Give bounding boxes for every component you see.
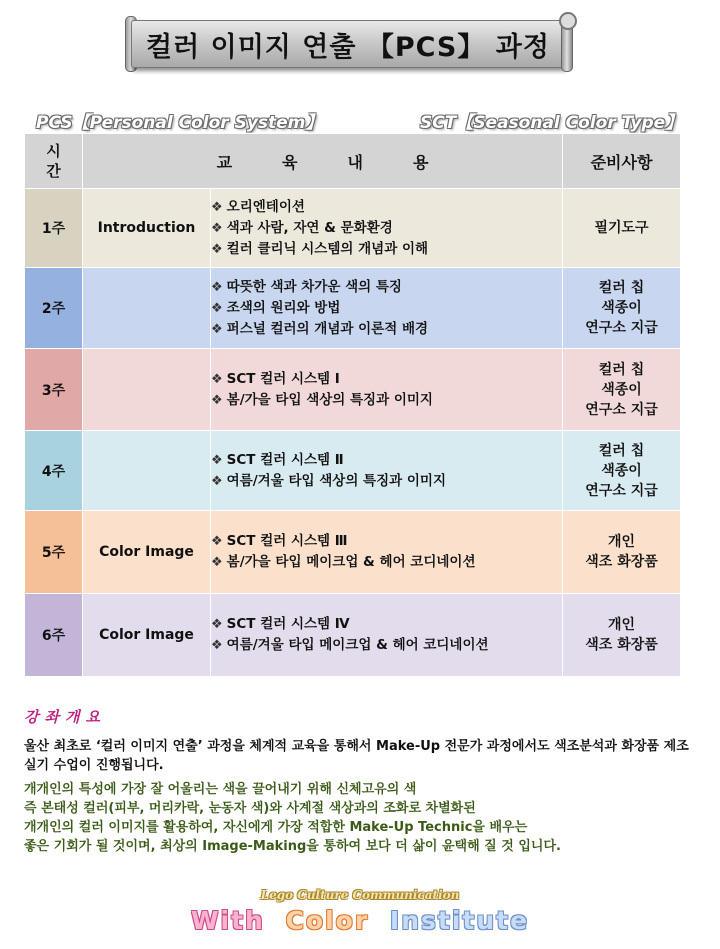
list-item: ❖ 따뜻한 색과 차가운 색의 특징 (211, 278, 402, 295)
list-item: ❖ SCT 컬러 시스템 Ⅰ (211, 370, 340, 387)
content-cell (211, 594, 563, 677)
prep-cell: 컬러 칩 색종이 연구소 지급 (563, 431, 681, 511)
week-cell: 6주 (25, 594, 83, 677)
week-cell: 2주 (25, 268, 83, 349)
list-item: ❖ 봄/가을 타입 색상의 특징과 이미지 (211, 391, 433, 408)
list-item: ❖ 퍼스널 컬러의 개념과 이론적 배경 (211, 320, 429, 337)
header-content: 교육내용 (83, 134, 563, 189)
content-cell (211, 431, 563, 511)
table-row (25, 268, 681, 349)
week-cell: 4주 (25, 431, 83, 511)
footer-subtitle: Lego Culture Communication (260, 888, 460, 902)
prep-cell: 컬러 칩 색종이 연구소 지급 (563, 349, 681, 431)
title-cell (83, 431, 211, 511)
overview-paragraph-detail (24, 780, 714, 856)
diamond-bullet-icon: ❖ (211, 241, 223, 257)
title-banner-wrap (125, 12, 573, 70)
content-cell (211, 268, 563, 349)
institute-logo (0, 906, 720, 935)
overview-line: 좋은 기회가 될 것이며, 최상의 Image-Making을 통하여 보다 더 삶이 윤택해 질 것 입니다. (24, 839, 561, 854)
overview-paragraph-intro: 울산 최초로 ‘컬러 이미지 연출’ 과정을 체계적 교육을 통해서 Make-Up 전문가 과정에서도 색조분석과 화장품 제조 실기 수업이 진행됩니다. (24, 739, 689, 773)
diamond-bullet-icon: ❖ (211, 199, 223, 215)
diamond-bullet-icon: ❖ (211, 473, 223, 489)
curriculum-table (24, 133, 681, 677)
page-title: 컬러 이미지 연출 【PCS】 과정 (131, 20, 565, 68)
scroll-curl-icon (559, 12, 577, 30)
prep-cell: 필기도구 (563, 189, 681, 268)
title-cell (83, 349, 211, 431)
table-row (25, 189, 681, 268)
title-cell (83, 268, 211, 349)
list-item: ❖ 오리엔테이션 (211, 198, 305, 215)
diamond-bullet-icon: ❖ (211, 555, 223, 570)
pcs-label: PCS【Personal Color System】 (36, 113, 323, 133)
content-cell (211, 189, 563, 268)
table-row (25, 349, 681, 431)
diamond-bullet-icon: ❖ (211, 452, 223, 468)
diamond-bullet-icon: ❖ (211, 220, 223, 236)
week-cell: 1주 (25, 189, 83, 268)
diamond-bullet-icon: ❖ (211, 300, 223, 316)
overview-line: 즉 본태성 컬러(피부, 머리카락, 눈동자 색)와 사계절 색상과의 조화로 차별화된 (24, 801, 476, 816)
prep-cell: 개인 색조 화장품 (563, 511, 681, 594)
sct-label: SCT【Seasonal Color Type】 (420, 113, 683, 133)
system-header-row (0, 108, 720, 134)
title-cell: Introduction (83, 189, 211, 268)
diamond-bullet-icon: ❖ (211, 617, 223, 632)
diamond-bullet-icon: ❖ (211, 321, 223, 337)
logo-word-color: Color (285, 906, 370, 935)
content-cell (211, 349, 563, 431)
list-item: ❖ SCT 컬러 시스템 Ⅱ (211, 451, 344, 468)
list-item: ❖ 봄/가을 타입 메이크업 & 헤어 코디네이션 (211, 554, 476, 570)
list-item: ❖ 색과 사람, 자연 & 문화환경 (211, 219, 393, 236)
header-prep: 준비사항 (563, 134, 681, 189)
content-cell (211, 511, 563, 594)
list-item: ❖ 컬러 클리닉 시스템의 개념과 이해 (211, 240, 429, 257)
title-cell: Color Image (83, 594, 211, 677)
diamond-bullet-icon: ❖ (211, 279, 223, 295)
week-cell: 5주 (25, 511, 83, 594)
list-item: ❖ 여름/겨울 타입 메이크업 & 헤어 코디네이션 (211, 637, 489, 653)
list-item: ❖ SCT 컬러 시스템 Ⅳ (211, 616, 350, 632)
overview-heading: 강좌개요 (24, 708, 106, 726)
table-row (25, 594, 681, 677)
overview-line: 개개인의 특성에 가장 잘 어울리는 색을 끌어내기 위해 신체고유의 색 (24, 782, 417, 797)
list-item: ❖ SCT 컬러 시스템 Ⅲ (211, 533, 348, 549)
diamond-bullet-icon: ❖ (211, 534, 223, 549)
prep-cell: 컬러 칩 색종이 연구소 지급 (563, 268, 681, 349)
logo-word-institute: Institute (389, 906, 530, 935)
title-cell: Color Image (83, 511, 211, 594)
header-week: 시 간 (25, 134, 83, 189)
diamond-bullet-icon: ❖ (211, 371, 223, 387)
diamond-bullet-icon: ❖ (211, 392, 223, 408)
list-item: ❖ 조색의 원리와 방법 (211, 299, 341, 316)
week-cell: 3주 (25, 349, 83, 431)
table-row (25, 431, 681, 511)
diamond-bullet-icon: ❖ (211, 638, 223, 653)
logo-word-with: With (190, 906, 265, 935)
list-item: ❖ 여름/겨울 타입 색상의 특징과 이미지 (211, 472, 447, 489)
table-row (25, 511, 681, 594)
table-header-row (25, 134, 681, 189)
prep-cell: 개인 색조 화장품 (563, 594, 681, 677)
overview-line: 개개인의 컬러 이미지를 활용하여, 자신에게 가장 적합한 Make-Up Technic을 배우는 (24, 820, 528, 835)
